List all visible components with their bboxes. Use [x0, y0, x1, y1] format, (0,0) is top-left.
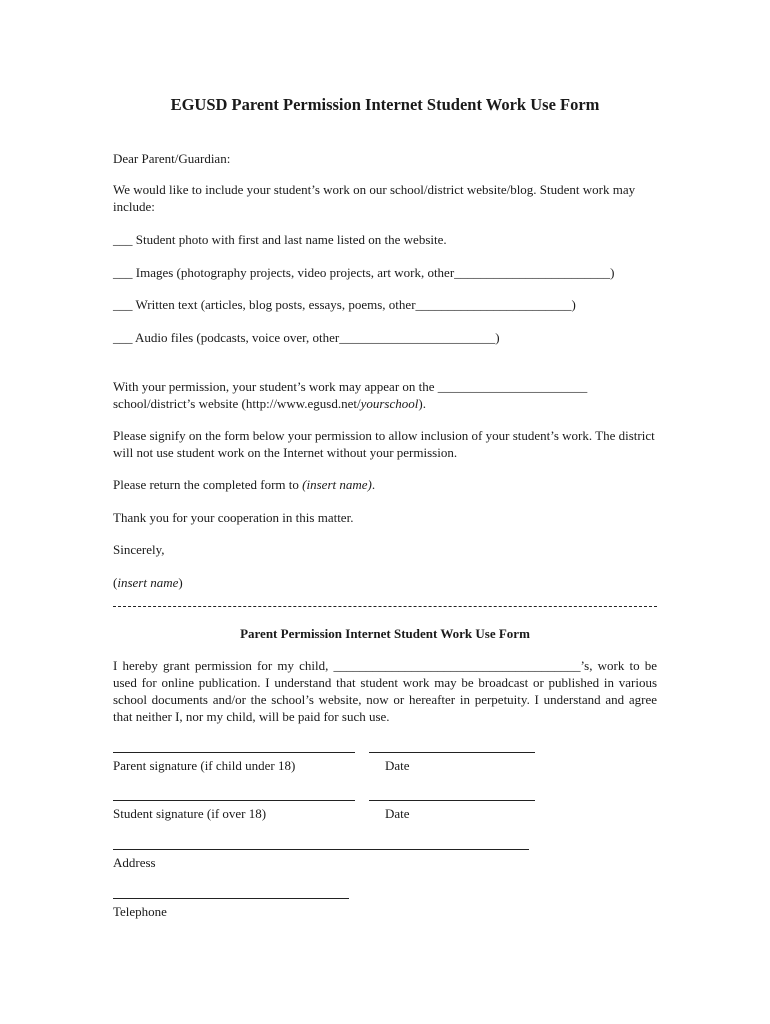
return-prefix: Please return the completed form to	[113, 477, 303, 492]
student-signature-label: Student signature (if over 18)	[113, 806, 267, 821]
appear-line-2	[113, 395, 426, 412]
appear-suffix: ).	[418, 396, 426, 411]
signer-line	[113, 574, 183, 591]
appear-italic: yourschool	[360, 396, 419, 411]
signify-paragraph: Please signify on the form below your permission to allow inclusion of your student’s work. The district will not use student work on the Internet without your permission.	[113, 428, 655, 460]
student-date-line[interactable]	[369, 800, 535, 801]
student-date-label: Date	[385, 806, 410, 821]
address-line[interactable]	[113, 849, 529, 850]
option-written-text: ___ Written text (articles, blog posts, essays, poems, other________________________)	[113, 297, 576, 312]
appear-prefix: school/district’s website (http://www.egusd.net/	[113, 396, 361, 411]
return-italic: (insert name)	[302, 477, 372, 492]
address-label: Address	[113, 855, 156, 870]
parent-signature-label: Parent signature (if child under 18)	[113, 758, 296, 773]
return-line	[113, 476, 375, 493]
parent-date-label: Date	[385, 758, 410, 773]
intro-paragraph: We would like to include your student’s work on our school/district website/blog. Student work may include:	[113, 182, 636, 214]
salutation: Dear Parent/Guardian:	[113, 151, 231, 166]
option-audio-files: ___ Audio files (podcasts, voice over, other________________________)	[113, 330, 500, 345]
cut-line-divider	[113, 606, 657, 607]
grant-paragraph: I hereby grant permission for my child, ______________________________________’s, work to be used for online publication. I understand that student work may be broadcast or published in various school documents and/or the school’s website, now or hereafter in perpetuity. I understand and agree that neither I, nor my child, will be paid for such use.	[113, 658, 657, 724]
signer-close: )	[178, 575, 183, 590]
thanks-line: Thank you for your cooperation in this matter.	[113, 510, 354, 525]
appear-line-1: With your permission, your student’s work may appear on the _______________________	[113, 379, 588, 394]
student-signature-line[interactable]	[113, 800, 355, 801]
parent-date-line[interactable]	[369, 752, 535, 753]
option-images: ___ Images (photography projects, video projects, art work, other________________________)	[113, 265, 615, 280]
closing-line: Sincerely,	[113, 542, 165, 557]
telephone-line[interactable]	[113, 898, 349, 899]
page-title: EGUSD Parent Permission Internet Student Work Use Form	[170, 95, 600, 114]
parent-signature-line[interactable]	[113, 752, 355, 753]
signer-italic: insert name	[117, 575, 179, 590]
return-suffix: .	[371, 477, 376, 492]
signer-open: (	[113, 575, 118, 590]
telephone-label: Telephone	[113, 904, 167, 919]
form-title: Parent Permission Internet Student Work Use Form	[240, 626, 530, 641]
option-student-photo: ___ Student photo with first and last name listed on the website.	[113, 232, 447, 247]
